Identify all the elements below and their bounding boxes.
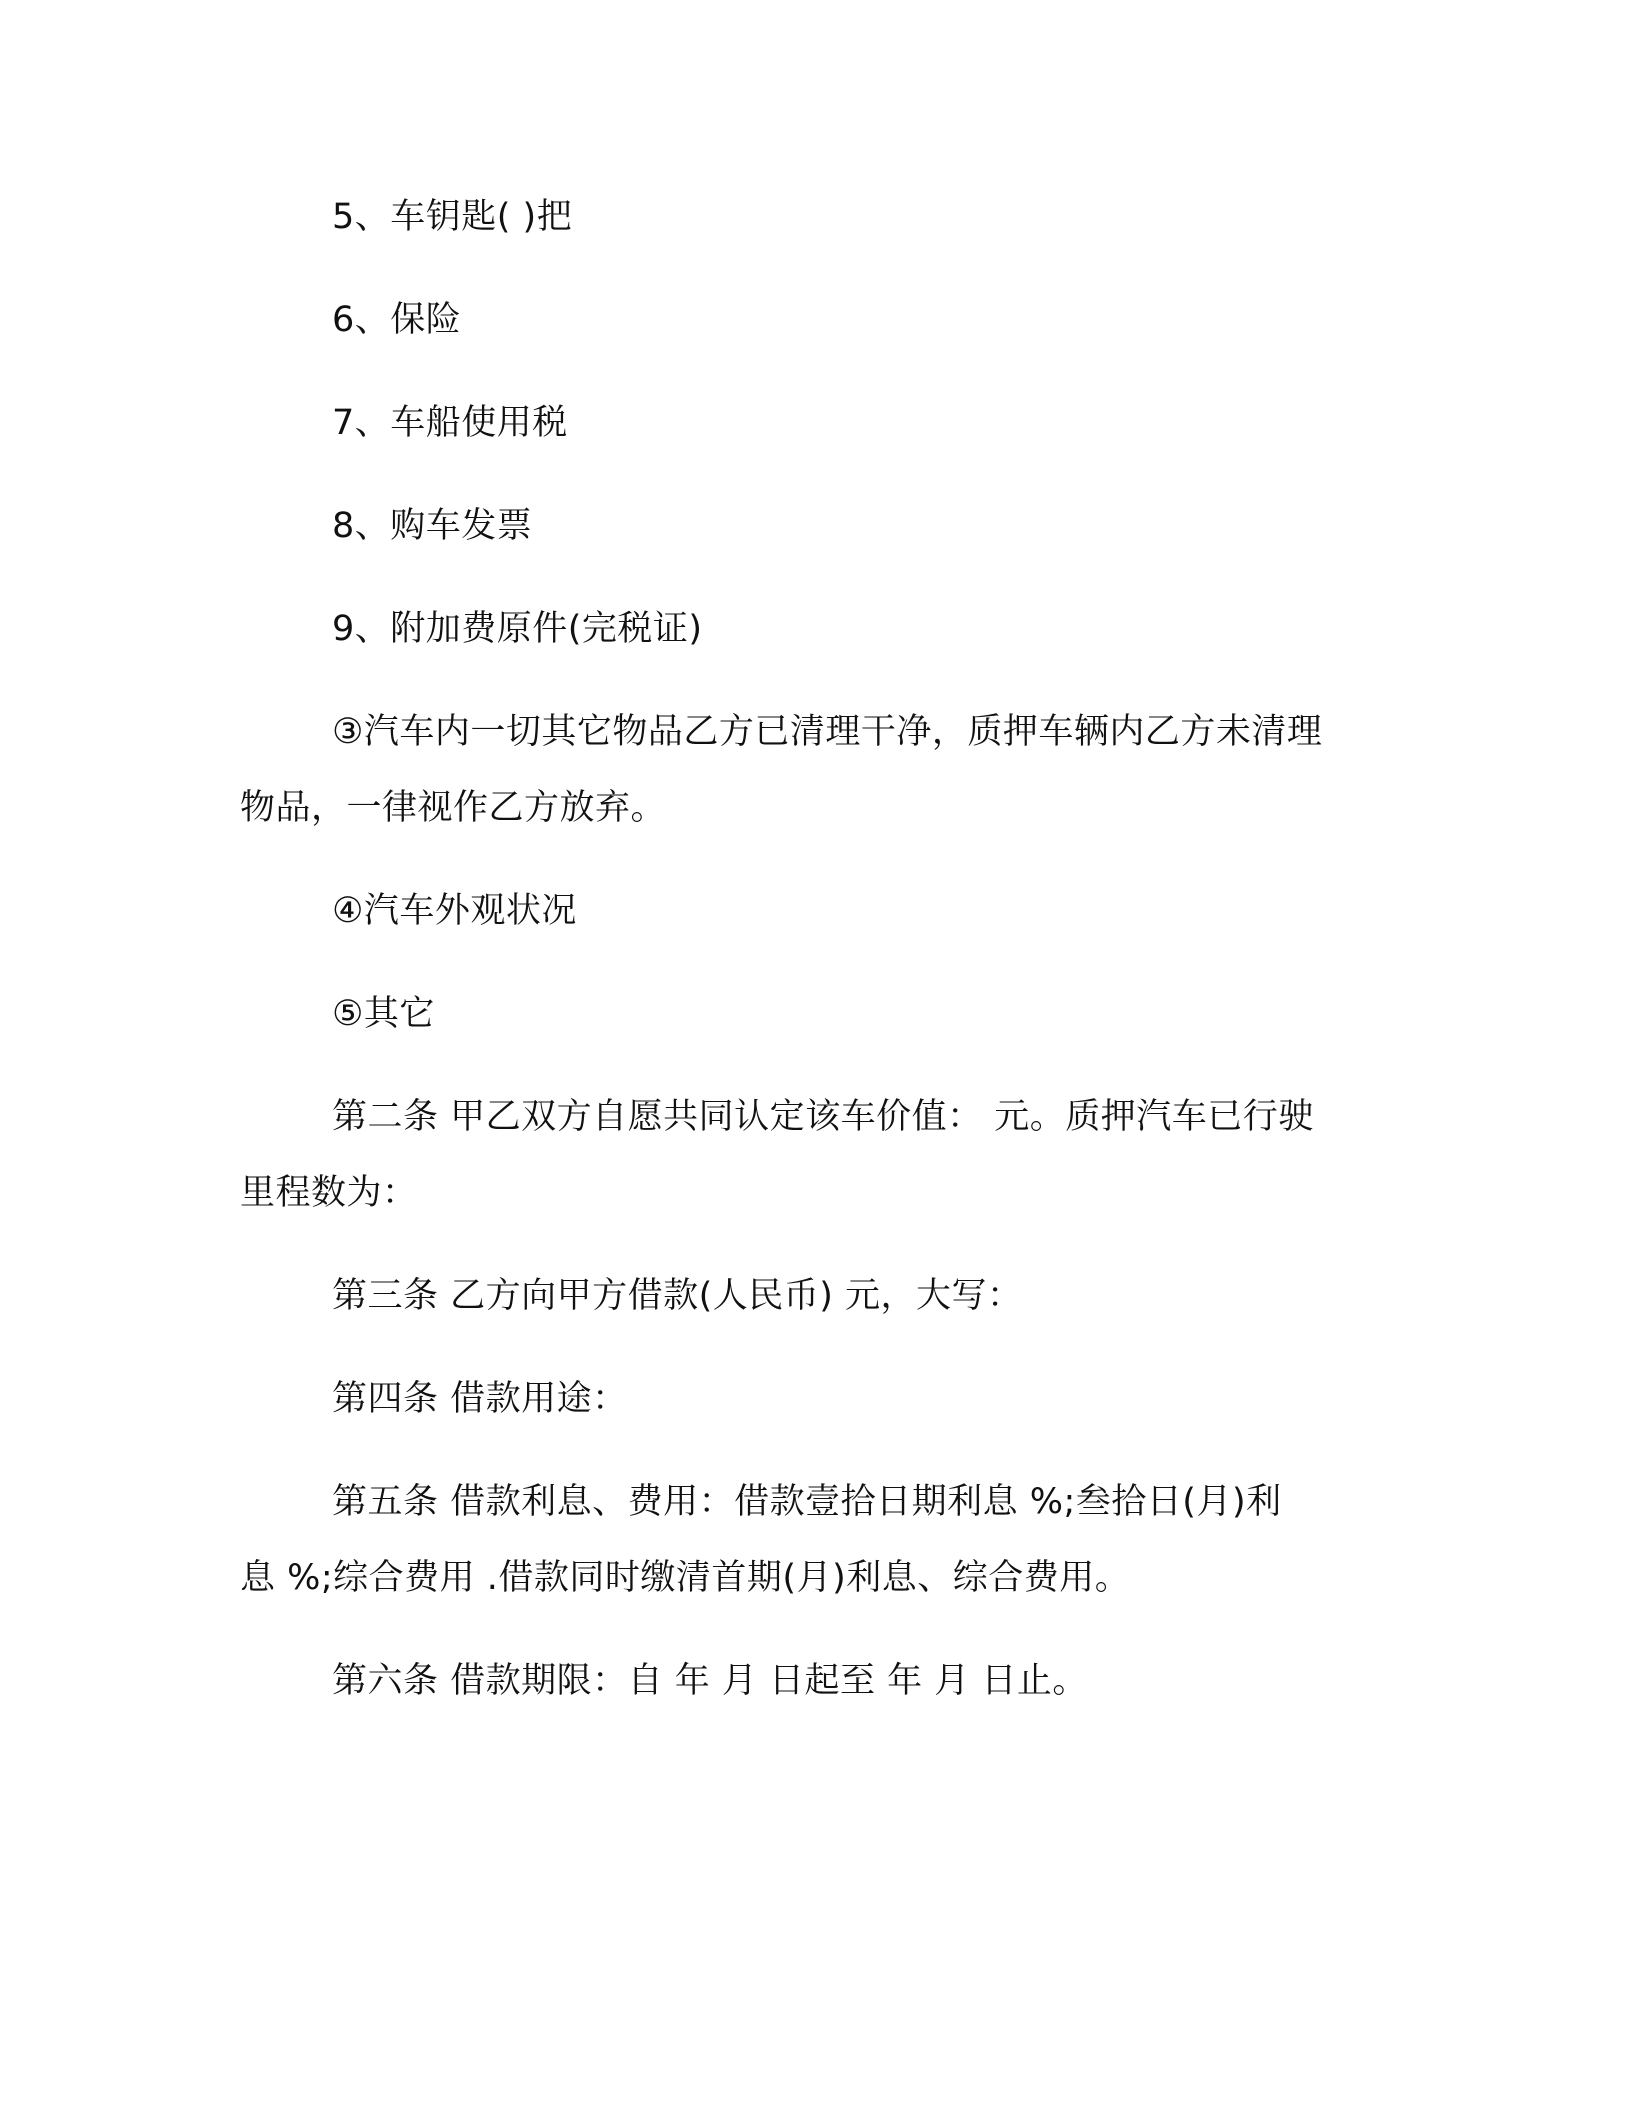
item-purchase-invoice: 8、购车发票 xyxy=(332,506,533,546)
article6-loan-term: 第六条 借款期限：自 年 月 日起至 年 月 日止。 xyxy=(332,1661,1088,1701)
article5-line1: 第五条 借款利息、费用：借款壹拾日期利息 %;叁拾日(月)利 xyxy=(332,1482,1282,1522)
article3-loan-amount: 第三条 乙方向甲方借款(人民币) 元，大写： xyxy=(332,1276,1023,1316)
para3-line1: ③汽车内一切其它物品乙方已清理干净，质押车辆内乙方未清理 xyxy=(332,712,1323,752)
article2-line2: 里程数为： xyxy=(240,1173,418,1213)
item-insurance: 6、保险 xyxy=(332,300,462,340)
article2-line1: 第二条 甲乙双方自愿共同认定该车价值： 元。质押汽车已行驶 xyxy=(332,1097,1314,1137)
para3-line2: 物品，一律视作乙方放弃。 xyxy=(240,788,667,828)
item-vehicle-tax: 7、车船使用税 xyxy=(332,403,568,443)
article5-line2: 息 %;综合费用 .借款同时缴清首期(月)利息、综合费用。 xyxy=(240,1558,1131,1598)
article4-loan-purpose: 第四条 借款用途： xyxy=(332,1379,628,1419)
item-car-keys: 5、车钥匙( )把 xyxy=(332,197,573,237)
item-surcharge-original: 9、附加费原件(完税证) xyxy=(332,609,703,649)
para4-appearance: ④汽车外观状况 xyxy=(332,891,577,931)
para5-other: ⑤其它 xyxy=(332,994,435,1034)
